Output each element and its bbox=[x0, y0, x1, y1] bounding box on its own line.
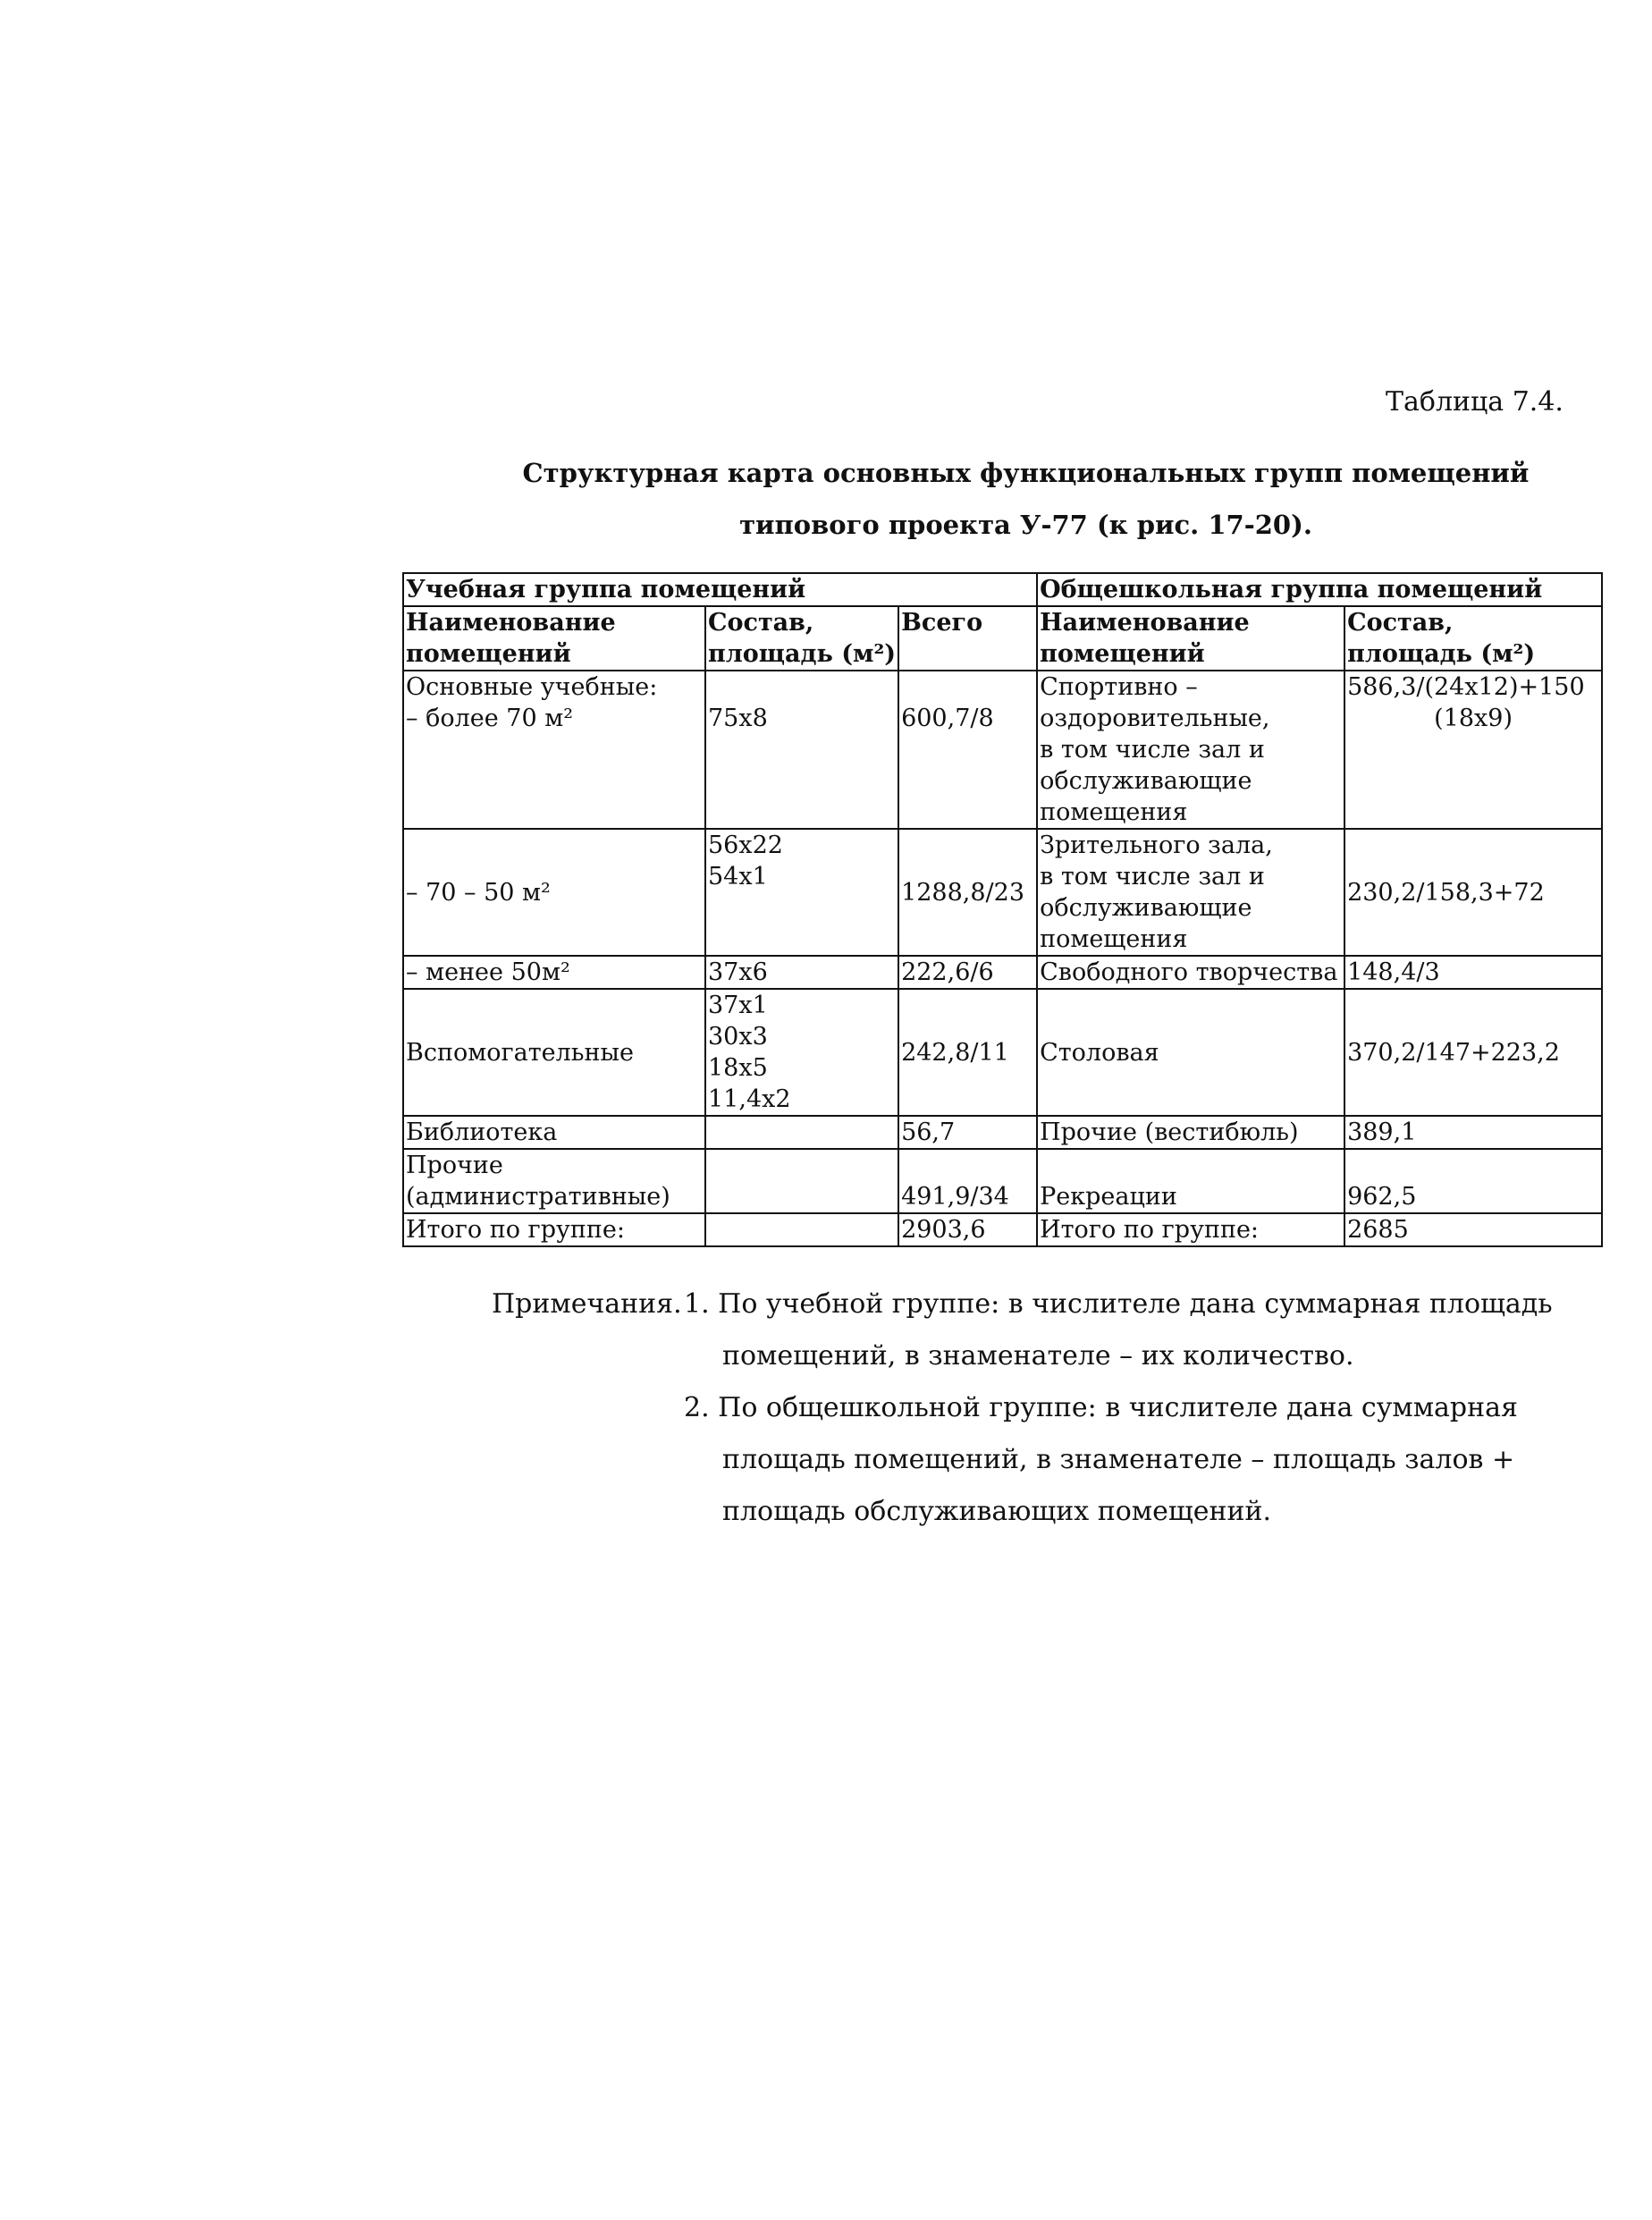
cell-text: 56х22 bbox=[708, 831, 783, 859]
cell-room-name-right bbox=[1037, 671, 1344, 829]
note-2-line-3: площадь обслуживающих помещений. bbox=[722, 1496, 1272, 1527]
cell-room-name-right bbox=[1037, 956, 1344, 989]
table-row bbox=[403, 1116, 1602, 1149]
cell-composition bbox=[705, 671, 898, 829]
cell-text: 2903,6 bbox=[901, 1216, 986, 1244]
header-text: площадь (м²) bbox=[708, 640, 897, 668]
cell-text: Итого по группе: bbox=[1040, 1216, 1260, 1244]
cell-text: 242,8/11 bbox=[901, 1038, 1009, 1067]
cell-text: в том числе зал и bbox=[1040, 863, 1265, 891]
cell-composition bbox=[705, 1116, 898, 1149]
cell-text: – более 70 м² bbox=[406, 705, 574, 732]
cell-text: Библиотека bbox=[406, 1118, 558, 1146]
cell-text: Вспомогательные bbox=[406, 1038, 634, 1067]
header-text: Состав, bbox=[708, 609, 814, 637]
cell-composition-right bbox=[1344, 1116, 1602, 1149]
structure-table bbox=[402, 572, 1603, 1247]
group-header-educational: Учебная группа помещений bbox=[403, 573, 1037, 606]
note-1-line-2: помещений, в знаменателе – их количество. bbox=[722, 1340, 1354, 1372]
cell-text: обслуживающие bbox=[1040, 767, 1252, 795]
header-text: площадь (м²) bbox=[1347, 640, 1536, 668]
cell-text: оздоровительные, bbox=[1040, 705, 1270, 732]
cell-text: Зрительного зала, bbox=[1040, 831, 1273, 859]
cell-text: 148,4/3 bbox=[1347, 958, 1440, 986]
cell-room-name bbox=[403, 1149, 705, 1213]
cell-text: помещения bbox=[1040, 925, 1188, 953]
table-row bbox=[403, 956, 1602, 989]
cell-room-name bbox=[403, 1116, 705, 1149]
cell-composition-right bbox=[1344, 1149, 1602, 1213]
header-composition-right bbox=[1344, 606, 1602, 671]
table-row bbox=[403, 1149, 1602, 1213]
cell-text: 75х8 bbox=[708, 705, 768, 732]
header-text: Наименование bbox=[406, 609, 616, 637]
cell-composition-right bbox=[1344, 671, 1602, 829]
table-row bbox=[403, 829, 1602, 956]
cell-text: Основные учебные: bbox=[406, 673, 658, 701]
cell-composition-right bbox=[1344, 989, 1602, 1116]
cell-total bbox=[898, 1149, 1037, 1213]
cell-room-name-right bbox=[1037, 829, 1344, 956]
header-text: помещений bbox=[1040, 640, 1205, 668]
cell-text: 18х5 bbox=[708, 1054, 768, 1082]
cell-text: 54х1 bbox=[708, 863, 768, 891]
cell-text: 11,4х2 bbox=[708, 1085, 791, 1113]
cell-text: 37х1 bbox=[708, 992, 768, 1019]
cell-text: (административные) bbox=[406, 1183, 670, 1211]
cell-room-name bbox=[403, 1213, 705, 1246]
table-row-total bbox=[403, 1213, 1602, 1246]
cell-text: Столовая bbox=[1040, 1038, 1159, 1067]
cell-text: 37х6 bbox=[708, 958, 768, 986]
cell-text: 56,7 bbox=[901, 1118, 956, 1146]
table-number-label: Таблица 7.4. bbox=[1386, 386, 1564, 418]
cell-room-name-right bbox=[1037, 1149, 1344, 1213]
cell-text: помещения bbox=[1040, 798, 1188, 826]
header-text: Наименование bbox=[1040, 609, 1250, 637]
cell-text: 962,5 bbox=[1347, 1183, 1417, 1211]
cell-text: 230,2/158,3+72 bbox=[1347, 878, 1545, 907]
cell-composition bbox=[705, 956, 898, 989]
cell-text: 222,6/6 bbox=[901, 958, 994, 986]
cell-total bbox=[898, 1116, 1037, 1149]
cell-text: в том числе зал и bbox=[1040, 736, 1265, 764]
cell-text: 600,7/8 bbox=[901, 705, 994, 732]
header-total bbox=[898, 606, 1037, 671]
cell-text: Рекреации bbox=[1040, 1183, 1177, 1211]
cell-text: – менее 50м² bbox=[406, 958, 570, 986]
cell-room-name bbox=[403, 671, 705, 829]
cell-text: 30х3 bbox=[708, 1023, 768, 1051]
cell-composition-right bbox=[1344, 1213, 1602, 1246]
note-1-line-1: 1. По учебной группе: в числителе дана суммарная площадь bbox=[684, 1288, 1553, 1320]
header-composition bbox=[705, 606, 898, 671]
cell-text: Прочие (вестибюль) bbox=[1040, 1118, 1299, 1146]
cell-total bbox=[898, 671, 1037, 829]
cell-composition-right bbox=[1344, 956, 1602, 989]
cell-text: 389,1 bbox=[1347, 1118, 1417, 1146]
cell-text: Прочие bbox=[406, 1152, 503, 1179]
table-title bbox=[501, 447, 1551, 551]
header-room-name-right bbox=[1037, 606, 1344, 671]
note-2 bbox=[492, 1382, 1564, 1538]
cell-composition bbox=[705, 829, 898, 956]
header-text: помещений bbox=[406, 640, 571, 668]
cell-total bbox=[898, 956, 1037, 989]
cell-room-name bbox=[403, 956, 705, 989]
cell-room-name bbox=[403, 989, 705, 1116]
cell-text: 2685 bbox=[1347, 1216, 1409, 1244]
cell-composition bbox=[705, 989, 898, 1116]
note-1 bbox=[492, 1279, 1564, 1382]
cell-room-name-right bbox=[1037, 989, 1344, 1116]
cell-text: Спортивно – bbox=[1040, 673, 1198, 701]
table-title-line-2: типового проекта У-77 (к рис. 17-20). bbox=[739, 510, 1312, 540]
cell-room-name bbox=[403, 829, 705, 956]
cell-text: обслуживающие bbox=[1040, 894, 1252, 922]
cell-total bbox=[898, 829, 1037, 956]
table-row bbox=[403, 671, 1602, 829]
cell-room-name-right bbox=[1037, 1213, 1344, 1246]
cell-text: 1288,8/23 bbox=[901, 878, 1025, 907]
header-room-name bbox=[403, 606, 705, 671]
cell-text: – 70 – 50 м² bbox=[406, 878, 551, 907]
header-text: Состав, bbox=[1347, 609, 1454, 637]
note-2-line-2: площадь помещений, в знаменателе – площадь залов + bbox=[722, 1444, 1515, 1475]
cell-composition bbox=[705, 1149, 898, 1213]
table-title-line-1: Структурная карта основных функциональных групп помещений bbox=[522, 458, 1530, 488]
cell-composition bbox=[705, 1213, 898, 1246]
note-2-line-1: 2. По общешкольной группе: в числителе дана суммарная bbox=[684, 1392, 1518, 1423]
cell-text: 370,2/147+223,2 bbox=[1347, 1038, 1560, 1067]
notes-block bbox=[492, 1279, 1564, 1538]
column-header-row bbox=[403, 606, 1602, 671]
cell-text: 491,9/34 bbox=[901, 1183, 1009, 1211]
group-header-row bbox=[403, 573, 1602, 606]
table-row bbox=[403, 989, 1602, 1116]
notes-prefix: Примечания. bbox=[492, 1288, 682, 1320]
cell-total bbox=[898, 989, 1037, 1116]
cell-text: 586,3/(24х12)+150 bbox=[1347, 673, 1585, 701]
header-text: Всего bbox=[901, 609, 983, 637]
cell-total bbox=[898, 1213, 1037, 1246]
cell-room-name-right bbox=[1037, 1116, 1344, 1149]
cell-text: Итого по группе: bbox=[406, 1216, 625, 1244]
cell-text: (18х9) bbox=[1434, 705, 1513, 732]
group-header-general-school: Общешкольная группа помещений bbox=[1037, 573, 1602, 606]
cell-text: Свободного творчества bbox=[1040, 958, 1338, 986]
cell-composition-right bbox=[1344, 829, 1602, 956]
